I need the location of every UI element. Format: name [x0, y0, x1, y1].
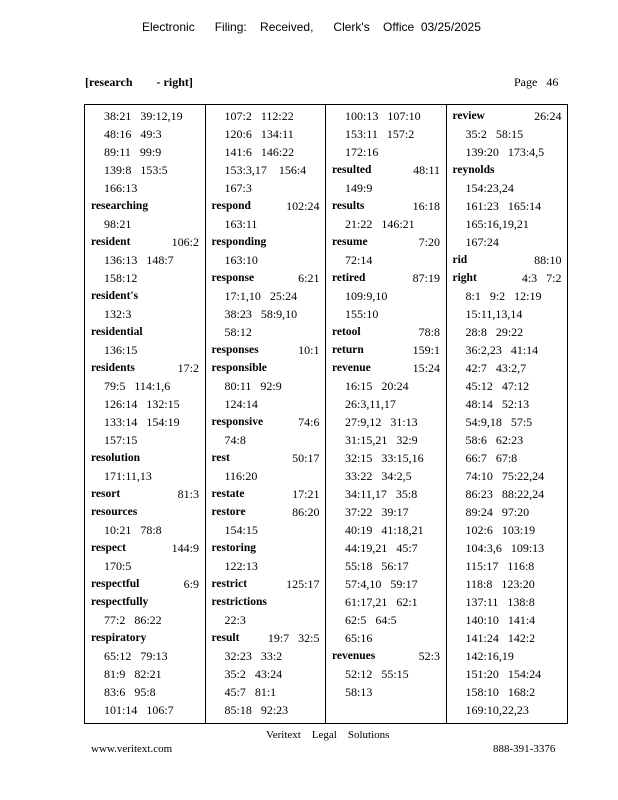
index-refs-line: 80:11 92:9: [224, 379, 282, 393]
index-term-entry: [206, 233, 326, 251]
index-term: residential: [91, 326, 143, 338]
index-refs-line: 34:11,17 35:8: [345, 487, 418, 501]
index-refs-line: 153:11 157:2: [345, 127, 415, 141]
index-term-entry: [206, 197, 326, 215]
index-refs-line: 115:17 116:8: [465, 559, 535, 573]
index-refs-line: 136:15: [104, 343, 138, 357]
index-refs: 6:21: [298, 271, 320, 285]
index-term: restoring: [211, 542, 257, 554]
index-term: restrict: [211, 578, 248, 590]
index-refs-line: 42:7 43:2,7: [465, 361, 527, 375]
index-term: result: [211, 632, 240, 644]
index-refs-line: 26:3,11,17: [345, 397, 396, 411]
index-refs-line: 169:10,22,23: [465, 703, 529, 717]
index-term: respiratory: [91, 632, 147, 644]
index-refs-line: 151:20 154:24: [465, 667, 542, 681]
index-refs-line: 36:2,23 41:14: [465, 343, 539, 357]
index-term-entry: [326, 233, 446, 251]
index-refs: 48:11: [413, 163, 440, 177]
index-refs-line: 72:14: [345, 253, 373, 267]
index-refs-line: 102:6 103:19: [465, 523, 536, 537]
index-refs-line: 74:8: [224, 433, 246, 447]
index-refs-line: 165:16,19,21: [465, 217, 529, 231]
index-refs-line: 65:12 79:13: [104, 649, 168, 663]
index-refs: 50:17: [292, 451, 320, 465]
index-term-entry: [447, 269, 568, 287]
index-term-entry: [85, 503, 205, 521]
index-refs-line: 170:5: [104, 559, 132, 573]
index-refs: 144:9: [171, 541, 199, 555]
index-term-entry: [85, 449, 205, 467]
index-term: right: [452, 272, 477, 284]
index-refs-line: 98:21: [104, 217, 132, 231]
index-refs-line: 48:16 49:3: [104, 127, 162, 141]
index-refs-line: 118:8 123:20: [465, 577, 535, 591]
index-term: resources: [91, 506, 138, 518]
index-refs-line: 62:5 64:5: [345, 613, 397, 627]
index-term-entry: [447, 107, 568, 125]
index-refs: 78:8: [418, 325, 440, 339]
index-term: results: [332, 200, 365, 212]
footer-website: www.veritext.com: [91, 743, 173, 755]
index-refs-line: 40:19 41:18,21: [345, 523, 424, 537]
index-refs-line: 32:15 33:15,16: [345, 451, 424, 465]
index-term: responding: [211, 236, 267, 248]
index-term: restrictions: [211, 596, 267, 608]
index-refs: 52:3: [418, 649, 440, 663]
index-term-entry: [85, 197, 205, 215]
index-term: restate: [211, 488, 245, 500]
index-refs: 15:24: [412, 361, 440, 375]
index-refs-line: 149:9: [345, 181, 373, 195]
index-column-1: [85, 105, 206, 723]
index-refs-line: 52:12 55:15: [345, 667, 409, 681]
index-refs-line: 45:12 47:12: [465, 379, 530, 393]
index-refs-line: 8:1 9:2 12:19: [465, 289, 542, 303]
index-refs: 88:10: [534, 253, 562, 267]
index-refs-line: 101:14 106:7: [104, 703, 174, 717]
index-refs-line: 122:13: [224, 559, 258, 573]
index-refs-line: 16:15 20:24: [345, 379, 409, 393]
index-refs-line: 54:9,18 57:5: [465, 415, 533, 429]
index-term-entry: [85, 323, 205, 341]
index-refs-line: 154:15: [224, 523, 258, 537]
index-refs-line: 120:6 134:11: [224, 127, 294, 141]
index-column-3: [326, 105, 447, 723]
index-term-entry: [85, 287, 205, 305]
index-term-entry: [85, 359, 205, 377]
index-refs-line: 167:24: [465, 235, 499, 249]
index-refs-line: 77:2 86:22: [104, 613, 162, 627]
index-refs-line: 163:10: [224, 253, 258, 267]
index-term: residents: [91, 362, 135, 374]
index-refs-line: 89:11 99:9: [104, 145, 162, 159]
index-term: responsive: [211, 416, 264, 428]
index-refs-line: 58:6 62:23: [465, 433, 524, 447]
index-refs-line: 139:8 153:5: [104, 163, 168, 177]
index-term-entry: [206, 359, 326, 377]
index-term: return: [332, 344, 364, 356]
index-term-entry: [206, 413, 326, 431]
index-term-entry: [206, 593, 326, 611]
index-refs-line: 109:9,10: [345, 289, 388, 303]
index-refs: 102:24: [286, 199, 320, 213]
index-refs-line: 74:10 75:22,24: [465, 469, 545, 483]
index-term-entry: [447, 161, 568, 179]
index-term: rid: [452, 254, 468, 266]
index-refs-line: 153:3,17 156:4: [224, 163, 307, 177]
index-refs-line: 137:11 138:8: [465, 595, 535, 609]
index-refs-line: 140:10 141:4: [465, 613, 536, 627]
index-refs: 19:7 32:5: [267, 631, 320, 645]
footer-phone: 888-391-3376: [493, 743, 556, 755]
index-refs-line: 35:2 43:24: [224, 667, 283, 681]
index-refs-line: 21:22 146:21: [345, 217, 415, 231]
index-refs-line: 17:1,10 25:24: [224, 289, 298, 303]
index-refs-line: 155:10: [345, 307, 379, 321]
index-refs-line: 55:18 56:17: [345, 559, 409, 573]
index-refs: 106:2: [171, 235, 199, 249]
index-term: restore: [211, 506, 246, 518]
index-refs-line: 141:6 146:22: [224, 145, 295, 159]
index-term-entry: [206, 341, 326, 359]
index-refs-line: 38:23 58:9,10: [224, 307, 298, 321]
index-term: retool: [332, 326, 361, 338]
index-refs-line: 171:11,13: [104, 469, 152, 483]
index-term-entry: [206, 485, 326, 503]
index-refs-line: 86:23 88:22,24: [465, 487, 545, 501]
index-refs-line: 124:14: [224, 397, 258, 411]
index-refs-line: 15:11,13,14: [465, 307, 523, 321]
index-refs-line: 10:21 78:8: [104, 523, 162, 537]
index-refs-line: 167:3: [224, 181, 252, 195]
index-term-entry: [326, 647, 446, 665]
index-refs: 4:3 7:2: [521, 271, 562, 285]
index-refs: 74:6: [298, 415, 320, 429]
index-refs-line: 22:3: [224, 613, 246, 627]
index-term: resort: [91, 488, 121, 500]
index-refs-line: 132:3: [104, 307, 132, 321]
word-index-table: [84, 104, 568, 724]
index-term: retired: [332, 272, 366, 284]
index-term-entry: [326, 359, 446, 377]
index-term-entry: [206, 269, 326, 287]
index-term: response: [211, 272, 255, 284]
index-refs-line: 65:16: [345, 631, 373, 645]
index-term-entry: [447, 251, 568, 269]
index-refs: 17:21: [292, 487, 320, 501]
index-refs-line: 161:23 165:14: [465, 199, 542, 213]
index-refs-line: 141:24 142:2: [465, 631, 536, 645]
index-refs-line: 136:13 148:7: [104, 253, 174, 267]
index-refs-line: 58:12: [224, 325, 252, 339]
index-refs: 10:1: [298, 343, 320, 357]
index-term: resolution: [91, 452, 140, 464]
index-term: rest: [211, 452, 230, 464]
index-term-entry: [326, 161, 446, 179]
index-refs-line: 48:14 52:13: [465, 397, 530, 411]
index-term: revenues: [332, 650, 376, 662]
index-refs: 6:9: [183, 577, 199, 591]
index-refs: 7:20: [418, 235, 440, 249]
index-refs-line: 57:4,10 59:17: [345, 577, 418, 591]
index-term: respond: [211, 200, 251, 212]
index-refs-line: 89:24 97:20: [465, 505, 530, 519]
index-refs-line: 81:9 82:21: [104, 667, 162, 681]
index-refs: 26:24: [534, 109, 562, 123]
page-number: Page 46: [514, 75, 559, 89]
index-refs-line: 66:7 67:8: [465, 451, 518, 465]
index-refs-line: 83:6 95:8: [104, 685, 156, 699]
index-refs-line: 133:14 154:19: [104, 415, 180, 429]
index-range: [research - right]: [85, 75, 193, 89]
index-refs-line: 157:15: [104, 433, 138, 447]
index-refs-line: 37:22 39:17: [345, 505, 409, 519]
index-term-entry: [206, 575, 326, 593]
index-term: resident's: [91, 290, 139, 302]
index-refs-line: 85:18 92:23: [224, 703, 289, 717]
index-refs-line: 107:2 112:22: [224, 109, 294, 123]
index-refs: 81:3: [177, 487, 199, 501]
index-term-entry: [85, 485, 205, 503]
index-refs-line: 44:19,21 45:7: [345, 541, 418, 555]
index-refs-line: 38:21 39:12,19: [104, 109, 183, 123]
index-term: review: [452, 110, 485, 122]
index-term: resume: [332, 236, 368, 248]
filing-stamp: Electronic Filing: Received, Clerk's Office 03/25/2025: [142, 20, 481, 34]
footer-company: Veritext Legal Solutions: [266, 729, 390, 741]
index-refs-line: 158:10 168:2: [465, 685, 536, 699]
index-term: responses: [211, 344, 259, 356]
index-term-entry: [206, 629, 326, 647]
index-term-entry: [206, 503, 326, 521]
index-term-entry: [326, 341, 446, 359]
index-term-entry: [85, 629, 205, 647]
index-refs-line: 163:11: [224, 217, 258, 231]
index-refs: 87:19: [412, 271, 440, 285]
index-refs-line: 27:9,12 31:13: [345, 415, 418, 429]
index-refs-line: 35:2 58:15: [465, 127, 524, 141]
index-refs-line: 31:15,21 32:9: [345, 433, 418, 447]
index-refs-line: 79:5 114:1,6: [104, 379, 171, 393]
index-term: researching: [91, 200, 149, 212]
index-refs-line: 158:12: [104, 271, 138, 285]
index-term: resident: [91, 236, 131, 248]
index-term: resulted: [332, 164, 372, 176]
index-term: respectful: [91, 578, 140, 590]
index-term: revenue: [332, 362, 371, 374]
index-term-entry: [206, 539, 326, 557]
index-column-4: [447, 105, 568, 723]
index-term-entry: [85, 593, 205, 611]
index-term-entry: [326, 269, 446, 287]
index-refs: 16:18: [412, 199, 440, 213]
index-refs-line: 126:14 132:15: [104, 397, 180, 411]
index-term-entry: [85, 233, 205, 251]
index-refs: 159:1: [412, 343, 440, 357]
index-refs: 125:17: [286, 577, 320, 591]
index-refs-line: 58:13: [345, 685, 373, 699]
index-term: respectfully: [91, 596, 149, 608]
index-refs-line: 100:13 107:10: [345, 109, 421, 123]
index-refs-line: 28:8 29:22: [465, 325, 524, 339]
index-refs-line: 116:20: [224, 469, 258, 483]
index-term: responsible: [211, 362, 267, 374]
index-refs-line: 154:23,24: [465, 181, 514, 195]
index-refs-line: 172:16: [345, 145, 379, 159]
index-refs-line: 33:22 34:2,5: [345, 469, 412, 483]
index-refs-line: 32:23 33:2: [224, 649, 283, 663]
index-refs-line: 166:13: [104, 181, 138, 195]
index-refs-line: 142:16,19: [465, 649, 514, 663]
index-term-entry: [206, 449, 326, 467]
index-term-entry: [326, 323, 446, 341]
index-refs: 86:20: [292, 505, 320, 519]
index-refs-line: 45:7 81:1: [224, 685, 277, 699]
index-refs: 17:2: [177, 361, 199, 375]
index-term: reynolds: [452, 164, 495, 176]
index-term-entry: [85, 575, 205, 593]
index-refs-line: 104:3,6 109:13: [465, 541, 545, 555]
index-term: respect: [91, 542, 126, 554]
index-refs-line: 139:20 173:4,5: [465, 145, 545, 159]
index-term-entry: [85, 539, 205, 557]
index-refs-line: 61:17,21 62:1: [345, 595, 418, 609]
index-column-2: [206, 105, 327, 723]
index-term-entry: [326, 197, 446, 215]
